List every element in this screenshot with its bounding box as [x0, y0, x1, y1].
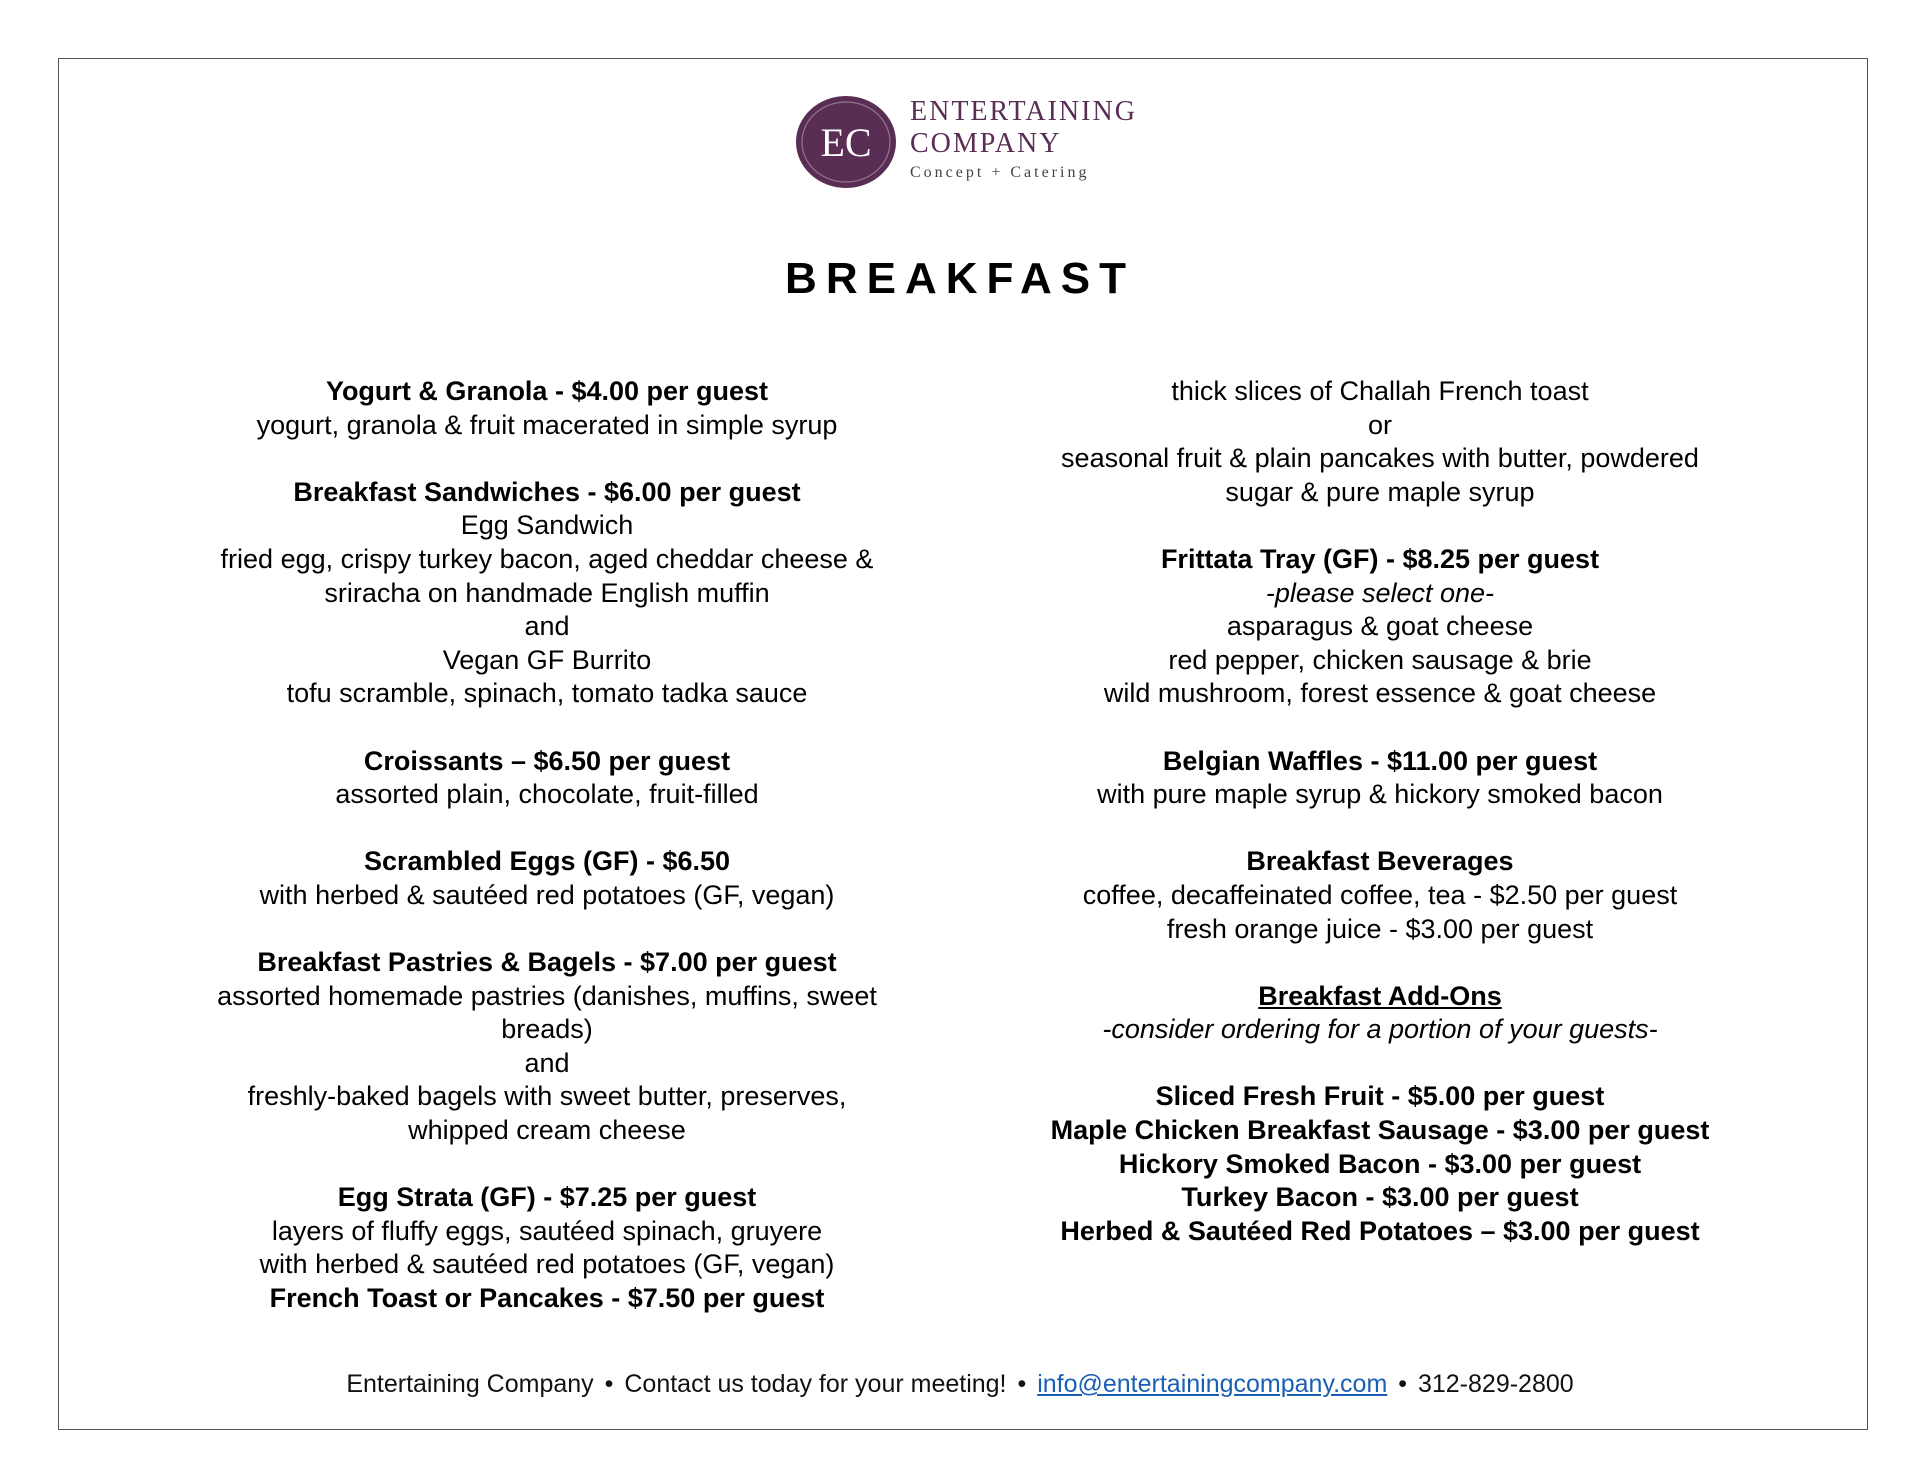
logo-emblem — [792, 92, 904, 192]
logo-name-line1: ENTERTAINING — [910, 96, 1137, 127]
menu-section-addons-header — [1000, 980, 1760, 1047]
section-heading-french-toast: French Toast or Pancakes - $7.50 per guest — [269, 1283, 825, 1314]
menu-section-beverages — [1000, 845, 1760, 946]
menu-section-waffles — [1000, 745, 1760, 812]
page-footer — [0, 1370, 1920, 1399]
addon-item: Sliced Fresh Fruit - $5.00 per guest — [1155, 1081, 1605, 1112]
section-description: fresh orange juice - $3.00 per guest — [1166, 913, 1594, 944]
footer-email-link[interactable]: info@entertainingcompany.com — [1037, 1370, 1388, 1398]
addon-item: Maple Chicken Breakfast Sausage - $3.00 per guest — [1050, 1115, 1710, 1146]
menu-left-column — [167, 375, 927, 1316]
section-description: with pure maple syrup & hickory smoked bacon — [1097, 779, 1663, 810]
section-description: layers of fluffy eggs, sautéed spinach, gruyere — [271, 1215, 823, 1246]
menu-section-french-toast-continued — [1000, 375, 1760, 509]
section-description: thick slices of Challah French toast — [1171, 376, 1589, 406]
footer-bullet: • — [1398, 1370, 1408, 1398]
section-description: and — [524, 611, 570, 642]
menu-section-scrambled-eggs — [167, 845, 927, 912]
section-description: sriracha on handmade English muffin — [324, 577, 770, 608]
section-description: breads) — [501, 1014, 593, 1045]
section-note: -consider ordering for a portion of your guests- — [1102, 1014, 1658, 1045]
footer-company: Entertaining Company — [346, 1370, 594, 1398]
section-description: fried egg, crispy turkey bacon, aged cheddar cheese & — [220, 543, 874, 574]
section-description: Vegan GF Burrito — [442, 644, 652, 675]
footer-bullet: • — [604, 1370, 614, 1398]
section-heading: Belgian Waffles - $11.00 per guest — [1162, 745, 1598, 776]
section-note: -please select one- — [1265, 577, 1495, 608]
section-description: yogurt, granola & fruit macerated in simple syrup — [256, 409, 838, 440]
section-heading: Breakfast Add-Ons — [1258, 980, 1502, 1011]
section-description: whipped cream cheese — [408, 1115, 686, 1146]
section-description: assorted homemade pastries (danishes, muffins, sweet — [217, 980, 877, 1011]
section-description: with herbed & sautéed red potatoes (GF, vegan) — [259, 879, 835, 910]
section-heading: Breakfast Sandwiches - $6.00 per guest — [293, 476, 801, 507]
section-heading: Breakfast Beverages — [1246, 846, 1514, 877]
page-title: BREAKFAST — [785, 254, 1135, 303]
menu-section-addons-list — [1000, 1080, 1760, 1248]
menu-section-pastries — [167, 946, 927, 1148]
footer-phone: 312-829-2800 — [1417, 1370, 1574, 1398]
section-heading: Frittata Tray (GF) - $8.25 per guest — [1160, 543, 1600, 574]
addon-item: Hickory Smoked Bacon - $3.00 per guest — [1118, 1148, 1642, 1179]
section-description: and — [524, 1047, 570, 1078]
menu-section-yogurt — [167, 375, 927, 442]
section-description: asparagus & goat cheese — [1226, 611, 1534, 642]
section-heading: Breakfast Pastries & Bagels - $7.00 per guest — [257, 947, 837, 978]
section-description: coffee, decaffeinated coffee, tea - $2.50 per guest — [1082, 879, 1678, 910]
section-description: seasonal fruit & plain pancakes with butter, powdered — [1061, 443, 1699, 474]
section-description: or — [1367, 409, 1392, 440]
section-description: assorted plain, chocolate, fruit-filled — [335, 779, 759, 810]
addon-item: Herbed & Sautéed Red Potatoes – $3.00 per guest — [1060, 1215, 1700, 1246]
footer-bullet: • — [1017, 1370, 1027, 1398]
footer-cta: Contact us today for your meeting! — [624, 1370, 1007, 1398]
section-heading: Croissants – $6.50 per guest — [363, 745, 731, 776]
menu-section-egg-strata — [167, 1181, 927, 1315]
company-logo — [792, 92, 1152, 192]
section-description: Egg Sandwich — [460, 510, 634, 541]
section-description: with herbed & sautéed red potatoes (GF, vegan) — [259, 1249, 835, 1280]
section-heading: Yogurt & Granola - $4.00 per guest — [325, 376, 769, 406]
logo-name-line2: COMPANY — [910, 128, 1062, 159]
menu-section-sandwiches — [167, 476, 927, 711]
section-description: red pepper, chicken sausage & brie — [1168, 644, 1592, 675]
addon-item: Turkey Bacon - $3.00 per guest — [1181, 1182, 1579, 1213]
logo-tagline: Concept + Catering — [910, 164, 1090, 181]
section-description: tofu scramble, spinach, tomato tadka sauce — [286, 678, 808, 709]
section-description: freshly-baked bagels with sweet butter, preserves, — [247, 1081, 847, 1112]
menu-section-frittata — [1000, 543, 1760, 711]
menu-right-column — [1000, 375, 1760, 1248]
section-description: wild mushroom, forest essence & goat cheese — [1103, 678, 1657, 709]
menu-section-croissants — [167, 745, 927, 812]
section-heading: Scrambled Eggs (GF) - $6.50 — [363, 846, 731, 877]
section-description: sugar & pure maple syrup — [1225, 476, 1535, 507]
svg-text:EC: EC — [820, 120, 872, 165]
section-heading: Egg Strata (GF) - $7.25 per guest — [337, 1182, 757, 1213]
